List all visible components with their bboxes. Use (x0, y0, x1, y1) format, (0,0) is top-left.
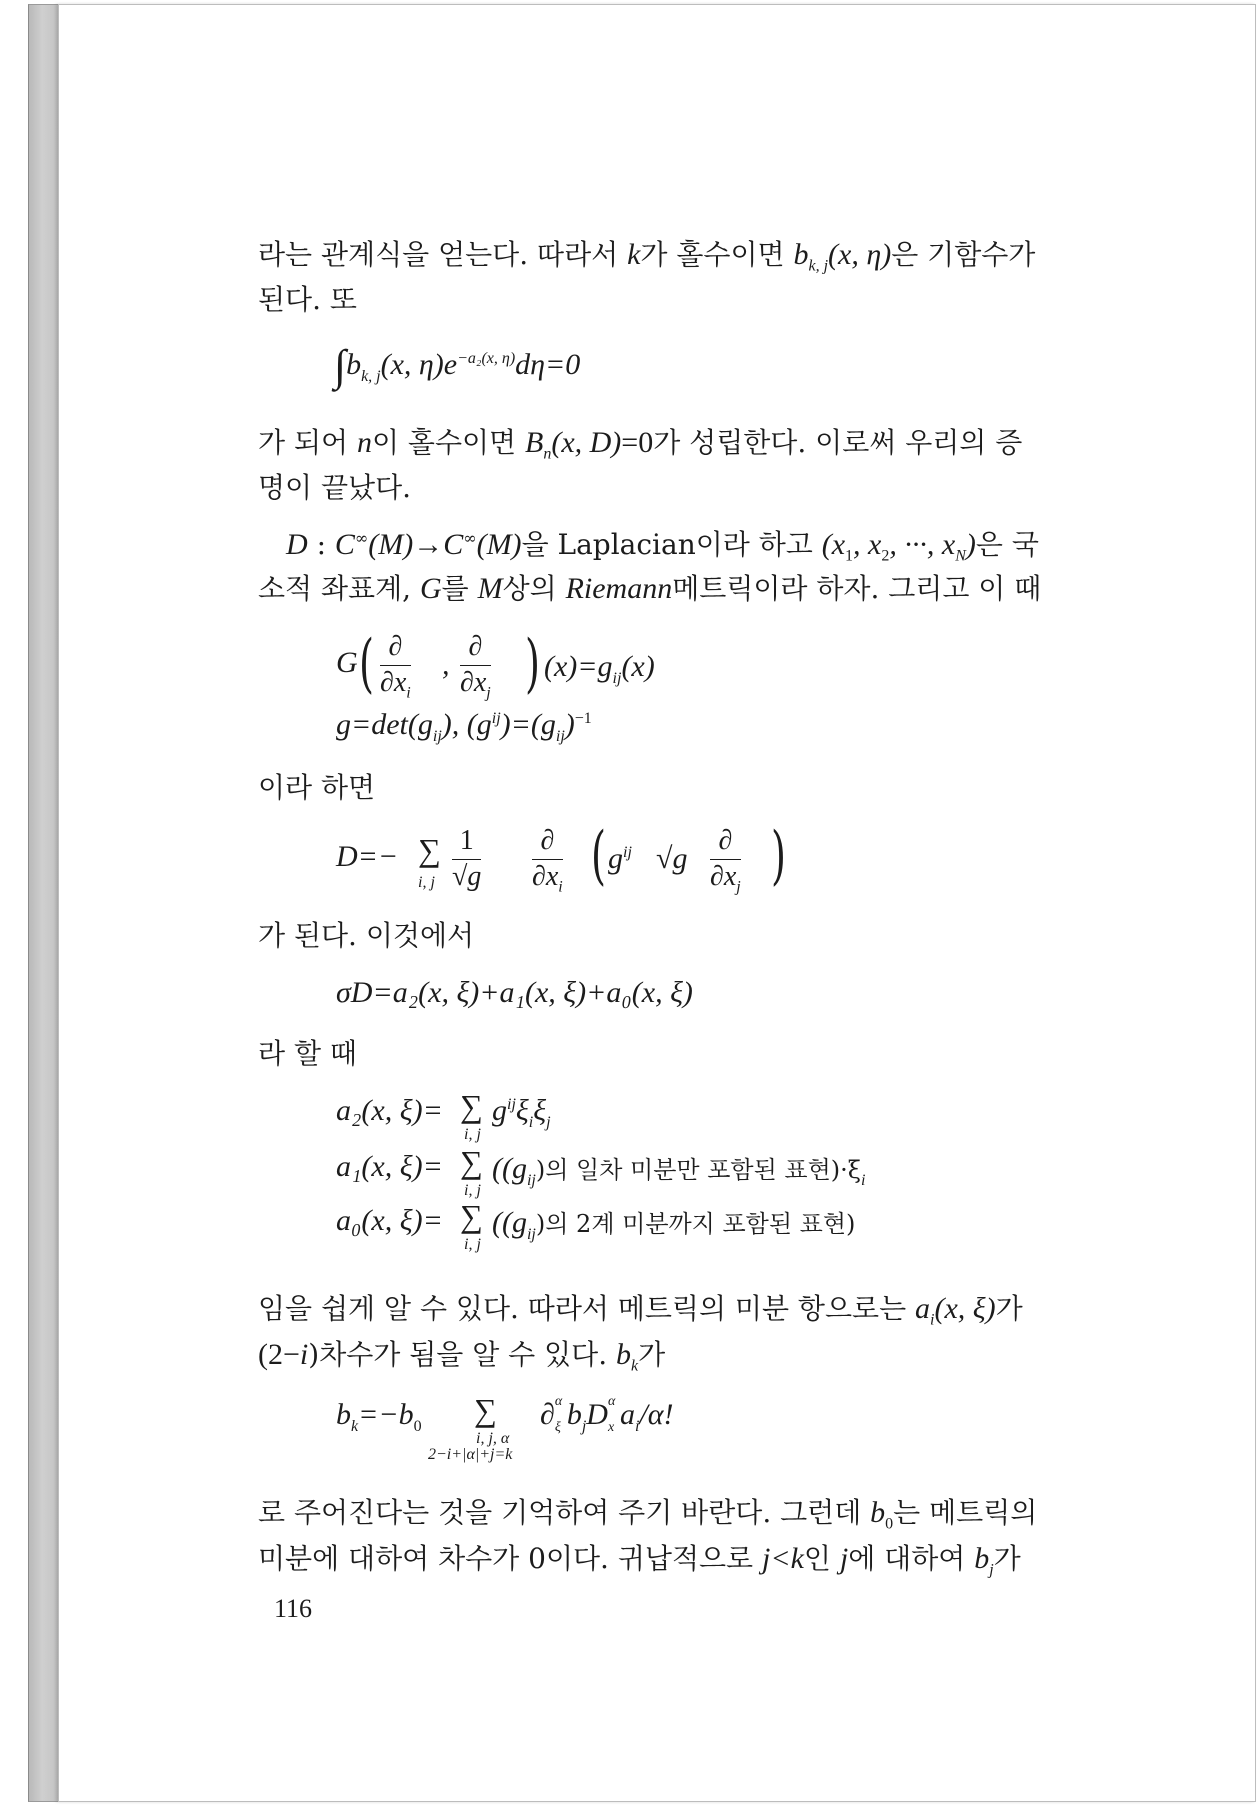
text-fragment: 에 대하여 (848, 1542, 975, 1575)
text-line-9: 라 할 때 (258, 1037, 357, 1070)
math-fragment: , x (853, 528, 882, 561)
math-subscript: i (634, 1418, 640, 1435)
math-subscript: i (528, 1114, 534, 1131)
text-fragment: 가 성립한다. 이로써 우리의 증 (653, 426, 1023, 459)
eq7-a1: a₁(x, ξ)= (336, 1150, 443, 1183)
math-subscript: ij (432, 728, 442, 745)
text-line-12 (258, 1494, 1037, 1535)
math-B: B (525, 426, 544, 459)
math-subscript: x (607, 1420, 615, 1435)
math-subscript: k, j (808, 257, 829, 275)
math-xi: ξ (533, 1094, 547, 1127)
text-fragment: 임을 쉽게 알 수 있다. 따라서 메트릭의 미분 항으로는 (258, 1292, 916, 1325)
math-G: G (419, 572, 442, 605)
math-subscript: 0 (413, 1418, 422, 1435)
eq9-sum-index-1: i, j, α (476, 1430, 510, 1447)
text-line-1 (258, 236, 1035, 277)
page-number: 116 (274, 1594, 313, 1623)
math-fragment: ) (965, 528, 976, 561)
math-partial: ∂ (540, 1398, 555, 1431)
text-line-6 (258, 570, 1041, 608)
math-subscript: j (989, 1561, 994, 1579)
math-g: g (492, 1094, 507, 1127)
frac-numerator: 1 (452, 826, 481, 860)
math-exponent: −a₂(x, η) (457, 350, 516, 367)
text-line-5 (286, 526, 1039, 567)
math-fragment: =−b (358, 1398, 414, 1431)
text-fragment: 메트릭이라 하자. 그리고 이 때 (672, 572, 1042, 605)
frac-numerator: ∂ (380, 632, 411, 666)
eq9-sum-index-2: 2−i+|α|+j=k (428, 1446, 513, 1463)
paren-left: ( (590, 819, 606, 893)
eq8-a0: a₀(x, ξ)= (336, 1204, 443, 1237)
math-riemann: Riemann (565, 572, 673, 605)
math-inequality: j<k (762, 1542, 804, 1575)
math-fragment: /α! (639, 1398, 674, 1431)
frac-den-text: ∂x (532, 860, 559, 892)
text-line-2: 된다. 또 (258, 283, 357, 316)
eq2-comma: , (442, 648, 450, 681)
eq3-determinant (336, 708, 592, 746)
math-sup: α (554, 1394, 563, 1409)
math-fragment: (M)→ (368, 528, 444, 561)
math-fragment: (M) (476, 528, 522, 561)
eq4-frac-3 (710, 826, 741, 896)
paren-right: ) (524, 627, 540, 701)
frac-numerator: ∂ (710, 826, 741, 860)
eq5-symbol: σD=a₂(x, ξ)+a₁(x, ξ)+a₀(x, ξ) (336, 976, 693, 1009)
frac-denominator (460, 666, 491, 702)
eq8-rhs (492, 1204, 855, 1244)
frac-numerator: ∂ (460, 632, 491, 666)
math-C: C (334, 528, 355, 561)
text-line-3 (258, 424, 1022, 465)
math-b: b (870, 1496, 886, 1529)
math-i: i (299, 1338, 309, 1371)
text-fragment: 상의 (502, 572, 566, 605)
text-fragment: 인 (803, 1542, 840, 1575)
text-fragment: 가 (993, 1542, 1021, 1575)
eq4-sqrt-g: √g (656, 842, 688, 875)
math-b: b (974, 1542, 990, 1575)
math-fragment: )=(g (500, 708, 556, 741)
math-subscript: j (736, 878, 741, 896)
text-line-4: 명이 끝났다. (258, 471, 412, 504)
math-subscript: i (406, 684, 411, 702)
math-subscript: i (861, 1172, 866, 1189)
text-fragment: 이 홀수이면 (371, 426, 525, 459)
text-fragment: 가 (638, 1338, 666, 1371)
frac-denominator (532, 860, 563, 896)
eq4-frac-2 (532, 826, 563, 896)
text-fragment: 미분에 대하여 차수가 0이다. 귀납적으로 (258, 1542, 762, 1575)
math-subscript: ij (526, 1226, 536, 1243)
math-M: M (477, 572, 503, 605)
text-fragment: : (307, 528, 335, 561)
text-fragment: 소적 좌표계, (258, 572, 420, 605)
math-subscript: ij (612, 670, 622, 687)
frac-numerator: ∂ (532, 826, 563, 860)
math-k: k (627, 238, 641, 271)
frac-den-text: ∂x (380, 666, 407, 698)
eq4-sum-index: i, j (418, 874, 435, 891)
text-fragment: 가 홀수이면 (640, 238, 794, 271)
math-lhs: a₂(x, ξ)= (336, 1094, 443, 1127)
text-fragment: 가 되어 (258, 426, 357, 459)
frac-denominator (380, 666, 411, 702)
eq4-frac-1 (452, 826, 481, 893)
math-sup: ij (491, 710, 501, 727)
text-line-8: 가 된다. 이것에서 (258, 919, 475, 952)
math-sup: ∞ (463, 528, 477, 548)
eq2-G: G (336, 646, 358, 679)
math-subscript: j (546, 1114, 551, 1131)
eq6-sum-index: i, j (464, 1126, 481, 1143)
math-description: )의 일차 미분만 포함된 표현)·ξ (535, 1156, 861, 1184)
math-n: n (356, 426, 372, 459)
math-fragment: ) (564, 708, 575, 741)
text-fragment: 은 국 (975, 528, 1039, 561)
math-fragment: ((g (492, 1206, 527, 1239)
math-sup: ∞ (354, 528, 369, 548)
math-args: (x, η)e (380, 348, 458, 381)
integral-sign: ∫ (334, 341, 347, 390)
eq8-sum: ∑ (460, 1198, 483, 1234)
text-fragment: 는 메트릭의 (893, 1496, 1038, 1529)
eq4-sum: ∑ (418, 832, 441, 868)
math-b: b (346, 348, 362, 381)
math-sup: ij (507, 1096, 516, 1113)
frac-den-text: ∂x (710, 860, 737, 892)
math-a: a (915, 1292, 931, 1325)
math-fragment: ), (g (441, 708, 492, 741)
text-fragment: 가 (995, 1292, 1023, 1325)
paren-left: ( (358, 627, 374, 701)
frac-den-text: ∂x (460, 666, 487, 698)
text-fragment: 라는 관계식을 얻는다. 따라서 (258, 238, 628, 271)
math-fragment: g=det(g (336, 708, 433, 741)
eq4-lhs: D=− (336, 840, 399, 873)
math-D: D (286, 528, 308, 561)
math-j: j (839, 1542, 849, 1575)
math-a: a (619, 1398, 635, 1431)
math-description: )의 2계 미분까지 포함된 표현) (535, 1210, 856, 1238)
math-eq: =0 (621, 426, 654, 459)
math-subscript: k (631, 1357, 639, 1375)
text-line-13 (258, 1540, 1021, 1581)
math-sup: −1 (574, 710, 592, 727)
text-line-11 (258, 1336, 665, 1377)
eq7-sum: ∑ (460, 1144, 483, 1180)
math-subscript: 0 (885, 1515, 894, 1533)
math-C: C (443, 528, 464, 561)
eq9-rhs (540, 1394, 674, 1436)
math-subscript: n (543, 445, 552, 463)
math-subscript: i (930, 1311, 935, 1329)
math-fragment: ((g (492, 1152, 527, 1185)
math-args: (x, η) (828, 238, 892, 271)
text-fragment: 을 Laplacian이라 하고 (521, 528, 822, 561)
math-subscript: 2 (881, 547, 890, 565)
math-subscript: N (955, 547, 966, 565)
math-subscript: ij (526, 1172, 536, 1189)
frac-denominator: √g (452, 860, 482, 892)
math-subscript: ij (555, 728, 565, 745)
eq2-frac-1 (380, 632, 411, 702)
math-b: b (336, 1398, 351, 1431)
eq7-rhs (492, 1150, 865, 1190)
math-tail: (x) (621, 650, 655, 683)
eq2-tail (544, 650, 655, 688)
equation-integral (334, 340, 580, 391)
math-args: (x, ξ) (934, 1292, 996, 1325)
math-fragment: , ···, x (889, 528, 956, 561)
eq8-sum-index: i, j (464, 1236, 481, 1253)
math-subscript: k, j (361, 368, 381, 385)
math-subscript: j (581, 1418, 587, 1435)
math-args: (x, D) (551, 426, 622, 459)
eq6-a2 (336, 1094, 443, 1128)
math-subscript: ξ (554, 1420, 561, 1435)
math-sup: ij (623, 844, 632, 861)
text-line-10 (258, 1290, 1023, 1331)
eq6-sum: ∑ (460, 1088, 483, 1124)
eq7-sum-index: i, j (464, 1182, 481, 1199)
math-fragment: (x (821, 528, 846, 561)
math-g: g (608, 842, 623, 875)
math-sup: α (607, 1394, 616, 1409)
math-subscript: i (558, 878, 563, 896)
math-tail: dη=0 (515, 348, 581, 381)
eq6-rhs (492, 1094, 551, 1132)
eq9-lhs (336, 1398, 422, 1436)
math-b: b (566, 1398, 582, 1431)
math-subscript: 1 (845, 547, 854, 565)
text-fragment: 은 기함수가 (891, 238, 1036, 271)
text-fragment: 로 주어진다는 것을 기억하여 주기 바란다. 그런데 (258, 1496, 871, 1529)
math-subscript: k (351, 1418, 359, 1435)
math-tail: (x)=g (544, 650, 613, 683)
eq9-sum: ∑ (474, 1392, 497, 1428)
eq2-frac-2 (460, 632, 491, 702)
math-subscript: j (486, 684, 491, 702)
eq4-g (608, 842, 632, 876)
book-spine (28, 4, 59, 1802)
math-b: b (793, 238, 809, 271)
math-b: b (616, 1338, 632, 1371)
text-fragment: )차수가 됨을 알 수 있다. (308, 1338, 617, 1371)
math-fragment: (2− (258, 1338, 300, 1371)
math-D: D (586, 1398, 608, 1431)
paren-right: ) (770, 819, 786, 893)
math-xi: ξ (515, 1094, 529, 1127)
frac-denominator (710, 860, 741, 896)
text-fragment: 를 (441, 572, 478, 605)
text-line-7: 이라 하면 (258, 771, 376, 804)
